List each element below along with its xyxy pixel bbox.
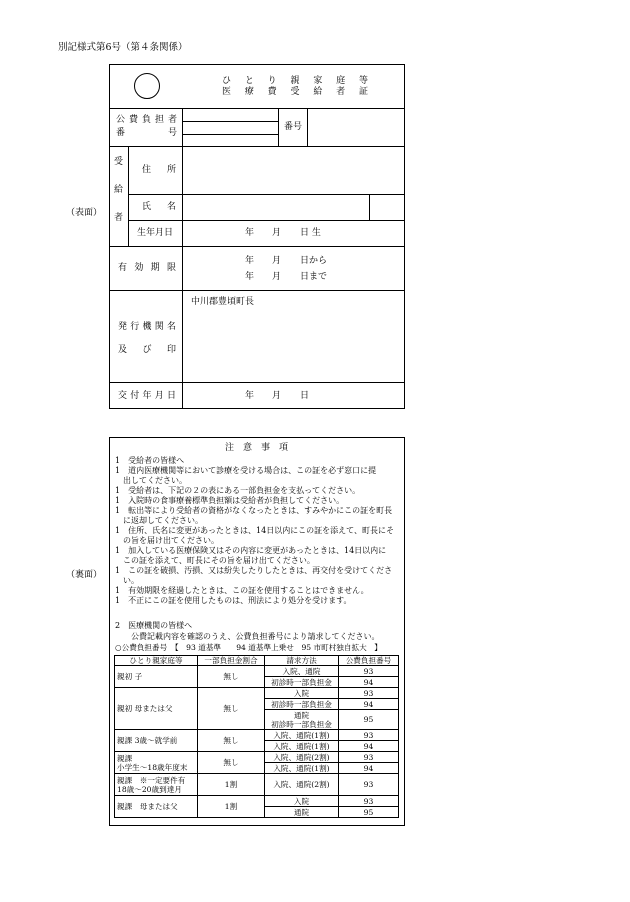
rule: [110, 246, 404, 247]
validity-to-month: 月: [272, 272, 282, 282]
rule: [110, 146, 404, 147]
row-category: 親課 母または父: [115, 796, 198, 818]
note-line: 1 住所、氏名に変更があったときは、14日以内にこの証を添えて、町長にそ: [115, 526, 395, 535]
row-ratio: 1割: [198, 774, 265, 796]
note-line: 1 有効期限を経過したときは、この証を使用することはできません。: [115, 586, 369, 595]
issuer-label: 発 行 機 関 名: [118, 322, 176, 332]
notes-heading: 注 意 事 項: [225, 443, 289, 453]
header-method: 請求方法: [265, 656, 339, 666]
row-category: 親課 小学生〜18歳年度末: [115, 752, 198, 774]
rule: [307, 108, 308, 146]
validity-label: 有 効 期 限: [118, 263, 176, 273]
table-header-row: [115, 656, 399, 666]
birth-month: 月: [272, 228, 282, 238]
validity-from-day: 日から: [300, 256, 328, 266]
card-title-line2: 医 療 費 受 給 者 証: [222, 87, 368, 97]
row-number: 94: [339, 763, 399, 774]
issue-date-label: 交 付 年 月 日: [118, 391, 176, 401]
note-line: 出してください。: [115, 476, 187, 485]
table-row: [115, 730, 399, 741]
burden-holder-label: 公 費 負 担 者: [116, 115, 177, 125]
form-number: 別記様式第6号（第４条関係）: [58, 42, 188, 53]
birth-day: 日 生: [300, 228, 321, 238]
rule: [128, 146, 129, 246]
note-line: 1 入院時の食事療養標準負担額は受給者が負担してください。: [115, 496, 345, 505]
note-line: 1 加入している医療保険又はその内容に変更があったときは、14日以内に: [115, 546, 387, 555]
number-label: 番号: [284, 122, 303, 132]
row-method: 入院、通院(2割): [265, 774, 339, 796]
rule: [369, 194, 370, 220]
row-method: 入院: [265, 688, 339, 699]
issue-year: 年: [245, 391, 255, 401]
row-category: 親初 母または父: [115, 688, 198, 730]
header-number: 公費負担番号: [339, 656, 399, 666]
row-method: 通院: [265, 807, 339, 818]
row-category: 親初 子: [115, 666, 198, 688]
note-line: 1 受給者の皆様へ: [115, 456, 185, 465]
row-number: 95: [339, 710, 399, 730]
rule: [128, 194, 404, 195]
row-method: 入院、通院(2割): [265, 752, 339, 763]
note-line: い。: [115, 576, 139, 585]
rule: [110, 290, 404, 291]
row-number: 95: [339, 807, 399, 818]
row-number: 93: [339, 752, 399, 763]
seal-label: 及 び 印: [118, 345, 176, 355]
row-number: 94: [339, 741, 399, 752]
row-number: 93: [339, 688, 399, 699]
validity-from-month: 月: [272, 256, 282, 266]
name-label: 氏 名: [142, 202, 176, 212]
row-category: 親課 3歳〜就学前: [115, 730, 198, 752]
recipient-label-1: 受: [114, 157, 124, 167]
rule: [183, 134, 278, 135]
rule: [183, 121, 278, 122]
issuer-name: 中川郡豊頃町長: [191, 297, 255, 307]
row-ratio: 1割: [198, 796, 265, 818]
issue-month: 月: [272, 391, 282, 401]
header-category: ひとり親家庭等: [115, 656, 198, 666]
back-side-label: （裏面）: [66, 570, 103, 580]
recipient-label-3: 者: [114, 213, 124, 223]
table-row: [115, 796, 399, 807]
section2-title: 2 医療機関の皆様へ: [115, 621, 193, 630]
note-line: の旨を届け出てください。: [115, 536, 219, 545]
row-number: 94: [339, 677, 399, 688]
row-ratio: 無し: [198, 688, 265, 730]
note-line: 1 この証を破損、汚損、又は紛失したりしたときは、再交付を受けてくださ: [115, 566, 393, 575]
row-method: 入院、通院: [265, 666, 339, 677]
row-number: 93: [339, 730, 399, 741]
front-side-label: （表面）: [66, 208, 103, 218]
rule: [278, 108, 279, 146]
header-ratio: 一部負担金割合: [198, 656, 265, 666]
copay-table: [114, 655, 399, 818]
table-row: [115, 774, 399, 796]
row-method: 入院、通院(1割): [265, 730, 339, 741]
card-title-line1: ひ と り 親 家 庭 等: [222, 76, 368, 86]
row-ratio: 無し: [198, 752, 265, 774]
validity-from-year: 年: [245, 256, 255, 266]
row-method: 入院、通院(1割): [265, 763, 339, 774]
note-line: 1 転出等により受給者の資格がなくなったときは、すみやかにこの証を町長: [115, 506, 393, 515]
row-category: 親課 ※一定要件有 18歳〜20歳到達月: [115, 774, 198, 796]
note-line: 1 不正にこの証を使用したものは、刑法により処分を受けます。: [115, 596, 352, 605]
table-row: [115, 666, 399, 677]
birth-label: 生年月日: [137, 228, 174, 238]
row-number: 93: [339, 796, 399, 807]
row-number: 94: [339, 699, 399, 710]
note-line: 1 受給者は、下記の２の表にある一部負担金を支払ってください。: [115, 486, 361, 495]
section2-codes: ○公費負担番号 【 93 道基準 94 道基準上乗せ 95 市町村独自拡大 】: [115, 643, 382, 652]
rule: [110, 108, 404, 109]
address-label: 住 所: [142, 165, 176, 175]
row-number: 93: [339, 666, 399, 677]
row-method: 初診時一部負担金: [265, 699, 339, 710]
section2-text: 公費記載内容を確認のうえ、公費負担番号により請求してください。: [131, 632, 380, 641]
row-method: 初診時一部負担金: [265, 677, 339, 688]
validity-to-year: 年: [245, 272, 255, 282]
recipient-label-2: 給: [114, 185, 124, 195]
note-line: に返却してください。: [115, 516, 203, 525]
burden-number-label: 番 号: [116, 128, 177, 138]
table-row: [115, 688, 399, 699]
birth-year: 年: [245, 228, 255, 238]
note-line: この証を添えて、町長にその旨を届け出てください。: [115, 556, 315, 565]
row-number: 93: [339, 774, 399, 796]
official-seal-circle: [134, 73, 160, 99]
table-row: [115, 752, 399, 763]
row-method: 通院 初診時一部負担金: [265, 710, 339, 730]
validity-to-day: 日まで: [300, 272, 328, 282]
note-line: 1 道内医療機関等において診療を受ける場合は、この証を必ず窓口に提: [115, 466, 377, 475]
notes-list: [115, 456, 403, 606]
row-ratio: 無し: [198, 666, 265, 688]
rule: [110, 382, 404, 383]
row-ratio: 無し: [198, 730, 265, 752]
issue-day: 日: [300, 391, 310, 401]
row-method: 入院、通院(1割): [265, 741, 339, 752]
row-method: 入院: [265, 796, 339, 807]
rule: [182, 108, 183, 409]
rule: [128, 220, 404, 221]
